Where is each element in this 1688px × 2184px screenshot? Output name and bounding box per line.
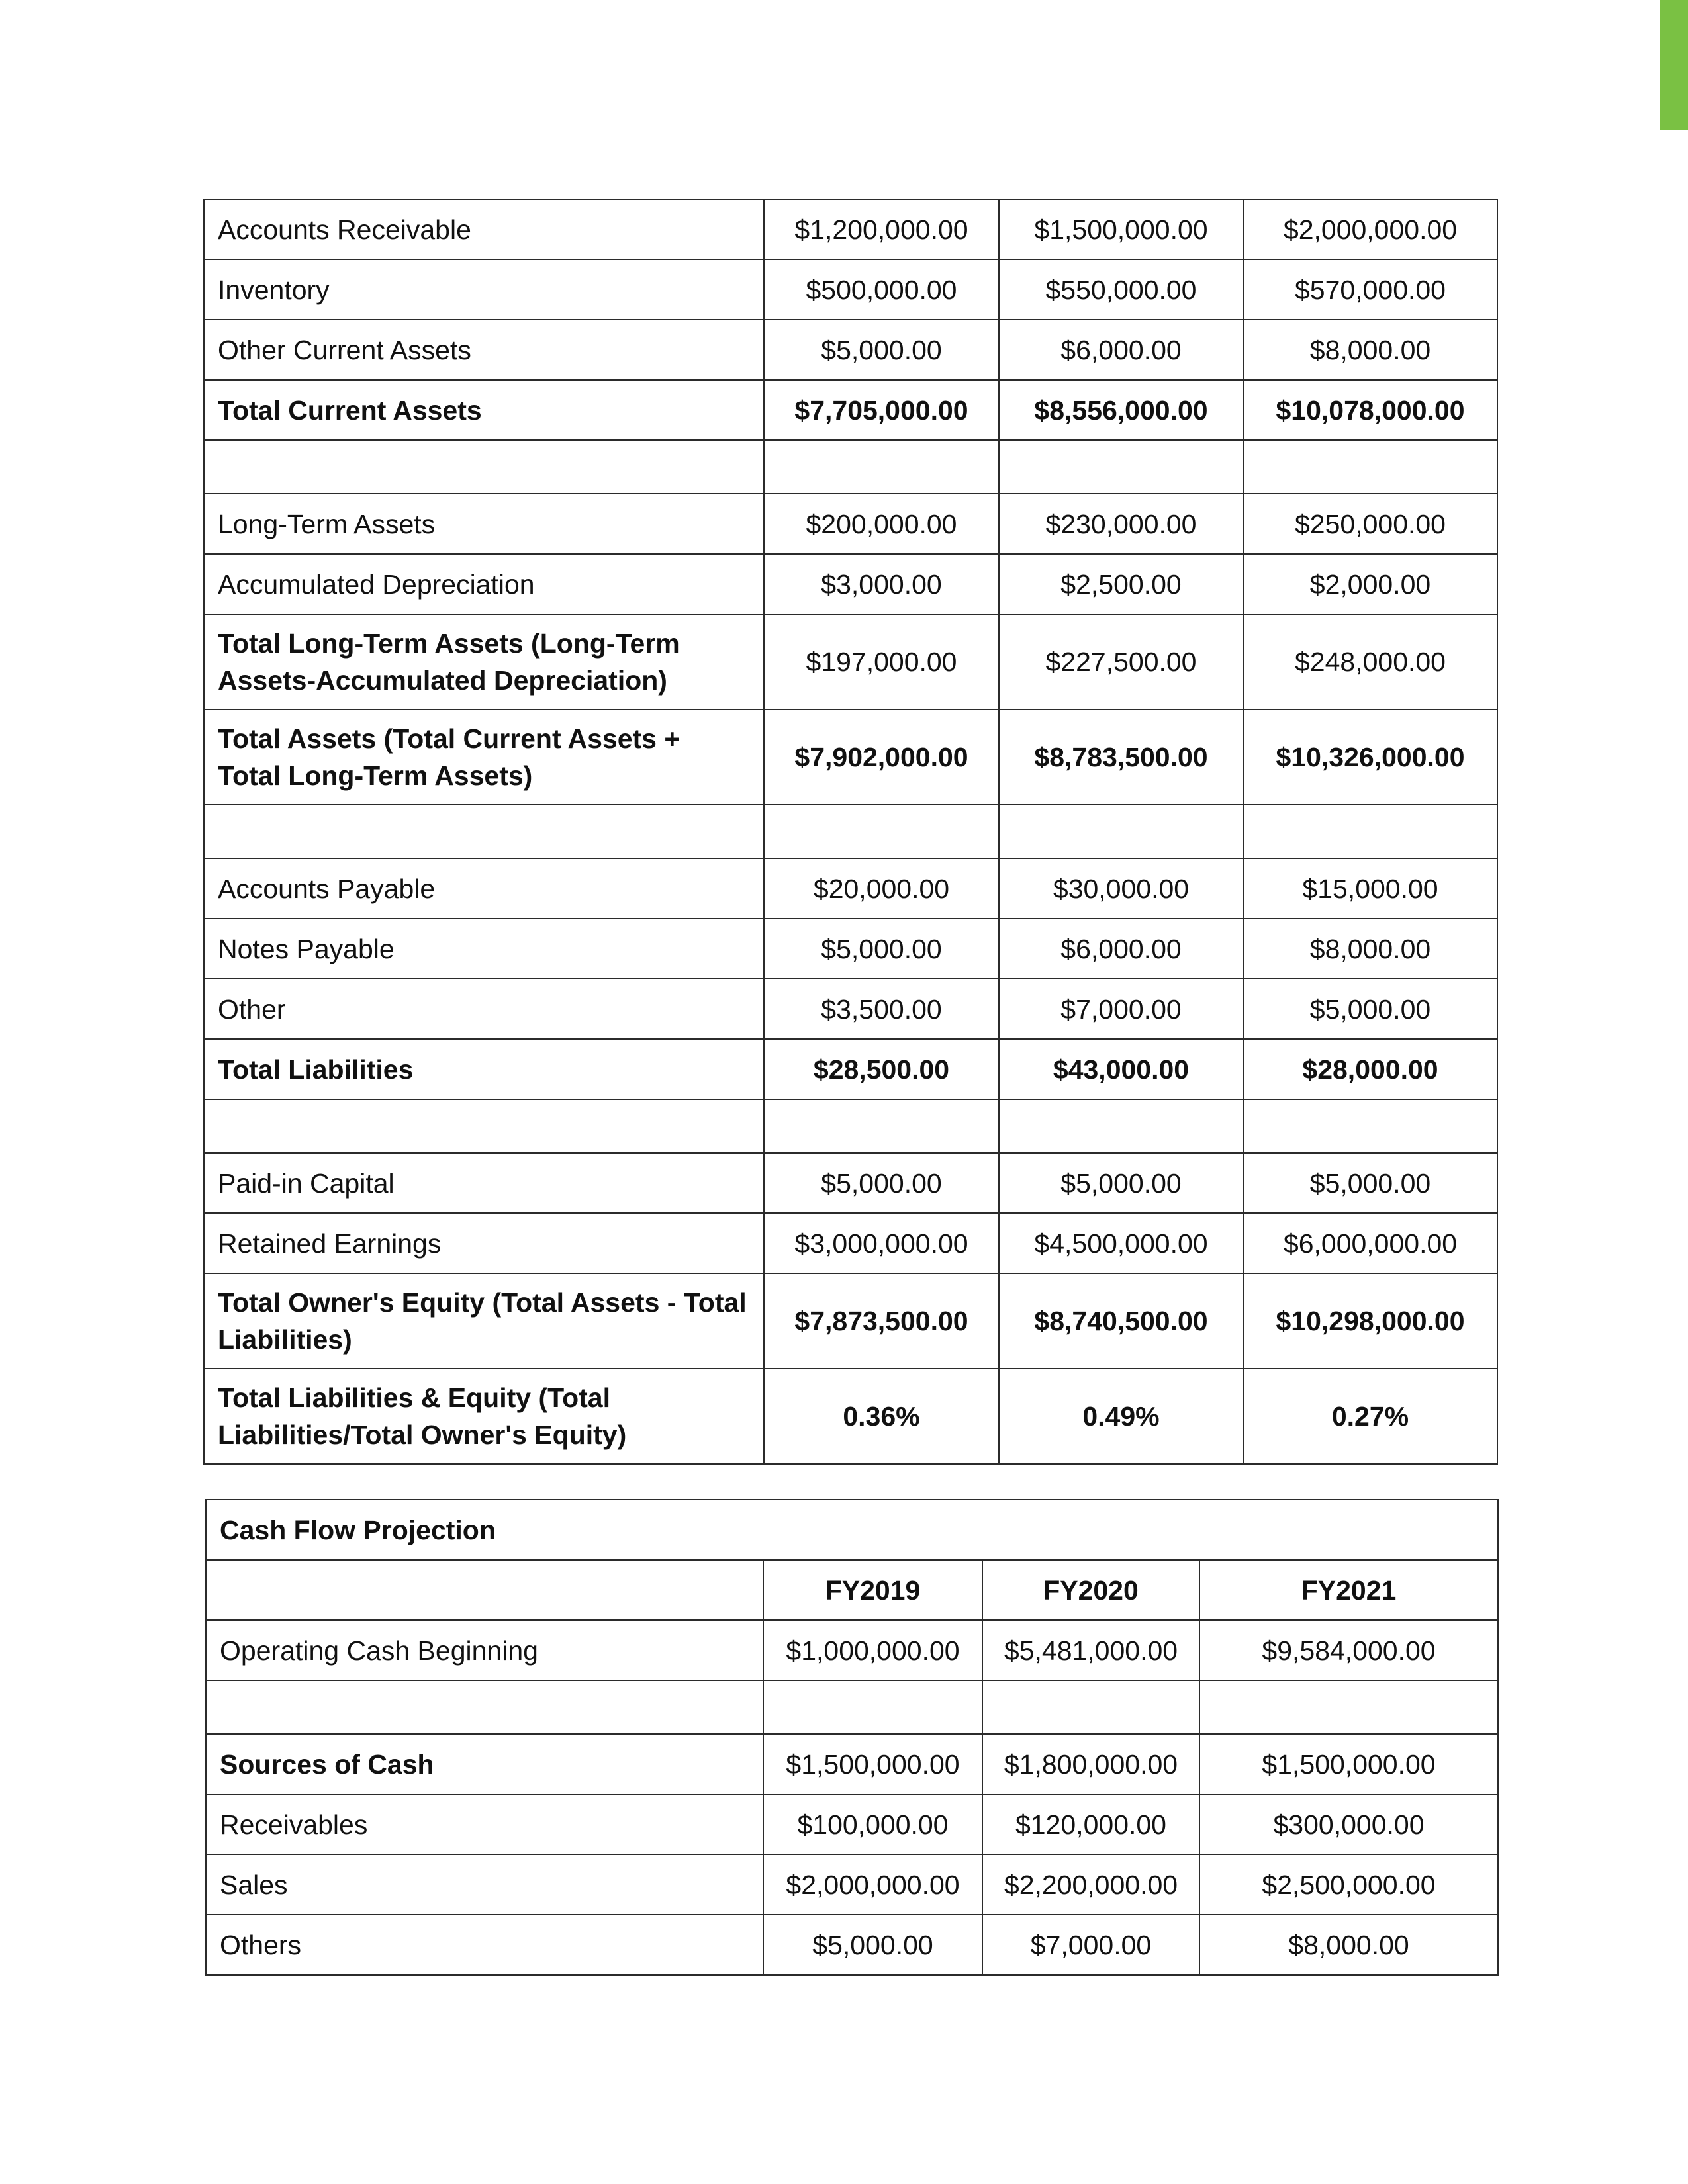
table-row <box>204 554 1497 614</box>
row-label: Other Current Assets <box>204 320 764 380</box>
empty-cell <box>764 805 999 858</box>
value-cell: 0.27% <box>1243 1369 1497 1464</box>
value-cell: $30,000.00 <box>999 858 1243 919</box>
table-row <box>204 858 1497 919</box>
spacer-row <box>206 1680 1498 1734</box>
value-cell: $248,000.00 <box>1243 614 1497 709</box>
row-label: Long-Term Assets <box>204 494 764 554</box>
value-cell: 0.49% <box>999 1369 1243 1464</box>
value-cell: $570,000.00 <box>1243 259 1497 320</box>
value-cell: $2,500.00 <box>999 554 1243 614</box>
column-header: FY2020 <box>982 1560 1199 1620</box>
title-row <box>206 1500 1498 1560</box>
empty-cell <box>204 805 764 858</box>
value-cell: $28,000.00 <box>1243 1039 1497 1099</box>
empty-cell <box>204 1099 764 1153</box>
row-label: Total Owner's Equity (Total Assets - Total Liabilities) <box>204 1273 764 1369</box>
value-cell: $3,000,000.00 <box>764 1213 999 1273</box>
value-cell: $197,000.00 <box>764 614 999 709</box>
cash-flow-title: Cash Flow Projection <box>206 1500 1498 1560</box>
empty-cell <box>764 440 999 494</box>
row-label: Operating Cash Beginning <box>206 1620 763 1680</box>
row-label: Paid-in Capital <box>204 1153 764 1213</box>
value-cell: $2,200,000.00 <box>982 1854 1199 1915</box>
empty-cell <box>999 1099 1243 1153</box>
value-cell: $6,000.00 <box>999 320 1243 380</box>
empty-cell <box>982 1680 1199 1734</box>
value-cell: $10,078,000.00 <box>1243 380 1497 440</box>
column-header: FY2021 <box>1199 1560 1498 1620</box>
total-row <box>204 1369 1497 1464</box>
value-cell: $2,500,000.00 <box>1199 1854 1498 1915</box>
value-cell: $6,000,000.00 <box>1243 1213 1497 1273</box>
row-label: Sales <box>206 1854 763 1915</box>
value-cell: $10,298,000.00 <box>1243 1273 1497 1369</box>
table-row <box>204 1213 1497 1273</box>
value-cell: $5,000.00 <box>1243 1153 1497 1213</box>
value-cell: $100,000.00 <box>763 1794 982 1854</box>
value-cell: $250,000.00 <box>1243 494 1497 554</box>
value-cell: $227,500.00 <box>999 614 1243 709</box>
table-row <box>204 320 1497 380</box>
empty-cell <box>1243 805 1497 858</box>
value-cell: $43,000.00 <box>999 1039 1243 1099</box>
table-row <box>204 919 1497 979</box>
value-cell: $8,000.00 <box>1243 919 1497 979</box>
value-cell: $6,000.00 <box>999 919 1243 979</box>
value-cell: $500,000.00 <box>764 259 999 320</box>
value-cell: $550,000.00 <box>999 259 1243 320</box>
value-cell: 0.36% <box>764 1369 999 1464</box>
value-cell: $20,000.00 <box>764 858 999 919</box>
spacer-row <box>204 805 1497 858</box>
value-cell: $9,584,000.00 <box>1199 1620 1498 1680</box>
empty-cell <box>206 1560 763 1620</box>
value-cell: $28,500.00 <box>764 1039 999 1099</box>
value-cell: $230,000.00 <box>999 494 1243 554</box>
table-row <box>204 979 1497 1039</box>
table-row <box>206 1854 1498 1915</box>
accent-tab <box>1660 0 1688 130</box>
row-label: Others <box>206 1915 763 1975</box>
value-cell: $2,000,000.00 <box>763 1854 982 1915</box>
empty-cell <box>1199 1680 1498 1734</box>
value-cell: $15,000.00 <box>1243 858 1497 919</box>
value-cell: $5,000.00 <box>1243 979 1497 1039</box>
row-label: Accounts Payable <box>204 858 764 919</box>
empty-cell <box>764 1099 999 1153</box>
row-label: Total Long-Term Assets (Long-Term Assets-Accumulated Depreciation) <box>204 614 764 709</box>
table-row <box>204 494 1497 554</box>
empty-cell <box>999 440 1243 494</box>
row-label: Accumulated Depreciation <box>204 554 764 614</box>
row-label: Notes Payable <box>204 919 764 979</box>
empty-cell <box>763 1680 982 1734</box>
row-label: Total Current Assets <box>204 380 764 440</box>
row-label: Total Liabilities & Equity (Total Liabilities/Total Owner's Equity) <box>204 1369 764 1464</box>
table-row <box>204 614 1497 709</box>
value-cell: $5,000.00 <box>764 1153 999 1213</box>
header-row <box>206 1560 1498 1620</box>
value-cell: $5,000.00 <box>763 1915 982 1975</box>
value-cell: $5,000.00 <box>999 1153 1243 1213</box>
total-row <box>204 1273 1497 1369</box>
value-cell: $2,000,000.00 <box>1243 199 1497 259</box>
value-cell: $8,000.00 <box>1243 320 1497 380</box>
value-cell: $1,000,000.00 <box>763 1620 982 1680</box>
value-cell: $7,000.00 <box>999 979 1243 1039</box>
table-row <box>206 1794 1498 1854</box>
empty-cell <box>206 1680 763 1734</box>
value-cell: $4,500,000.00 <box>999 1213 1243 1273</box>
table-row <box>206 1734 1498 1794</box>
spacer-row <box>204 440 1497 494</box>
value-cell: $200,000.00 <box>764 494 999 554</box>
row-label: Inventory <box>204 259 764 320</box>
value-cell: $5,000.00 <box>764 320 999 380</box>
value-cell: $7,902,000.00 <box>764 709 999 805</box>
empty-cell <box>999 805 1243 858</box>
total-row <box>204 380 1497 440</box>
total-row <box>204 1039 1497 1099</box>
value-cell: $5,000.00 <box>764 919 999 979</box>
value-cell: $7,705,000.00 <box>764 380 999 440</box>
table-row <box>206 1915 1498 1975</box>
value-cell: $1,500,000.00 <box>763 1734 982 1794</box>
empty-cell <box>1243 440 1497 494</box>
row-label: Total Assets (Total Current Assets + Total Long-Term Assets) <box>204 709 764 805</box>
empty-cell <box>204 440 764 494</box>
cash-flow-table <box>205 1499 1499 1976</box>
value-cell: $8,556,000.00 <box>999 380 1243 440</box>
spacer-row <box>204 1099 1497 1153</box>
value-cell: $3,500.00 <box>764 979 999 1039</box>
row-label: Sources of Cash <box>206 1734 763 1794</box>
value-cell: $8,740,500.00 <box>999 1273 1243 1369</box>
balance-sheet-table <box>203 199 1498 1465</box>
value-cell: $1,500,000.00 <box>1199 1734 1498 1794</box>
row-label: Receivables <box>206 1794 763 1854</box>
value-cell: $3,000.00 <box>764 554 999 614</box>
value-cell: $1,500,000.00 <box>999 199 1243 259</box>
row-label: Other <box>204 979 764 1039</box>
value-cell: $1,200,000.00 <box>764 199 999 259</box>
value-cell: $7,873,500.00 <box>764 1273 999 1369</box>
row-label: Retained Earnings <box>204 1213 764 1273</box>
row-label: Total Liabilities <box>204 1039 764 1099</box>
table-row <box>204 259 1497 320</box>
column-header: FY2019 <box>763 1560 982 1620</box>
table-row <box>204 199 1497 259</box>
value-cell: $7,000.00 <box>982 1915 1199 1975</box>
value-cell: $120,000.00 <box>982 1794 1199 1854</box>
table-row <box>206 1620 1498 1680</box>
table-row <box>204 1153 1497 1213</box>
value-cell: $8,783,500.00 <box>999 709 1243 805</box>
row-label: Accounts Receivable <box>204 199 764 259</box>
value-cell: $8,000.00 <box>1199 1915 1498 1975</box>
value-cell: $1,800,000.00 <box>982 1734 1199 1794</box>
value-cell: $300,000.00 <box>1199 1794 1498 1854</box>
total-row <box>204 709 1497 805</box>
value-cell: $5,481,000.00 <box>982 1620 1199 1680</box>
value-cell: $10,326,000.00 <box>1243 709 1497 805</box>
empty-cell <box>1243 1099 1497 1153</box>
value-cell: $2,000.00 <box>1243 554 1497 614</box>
